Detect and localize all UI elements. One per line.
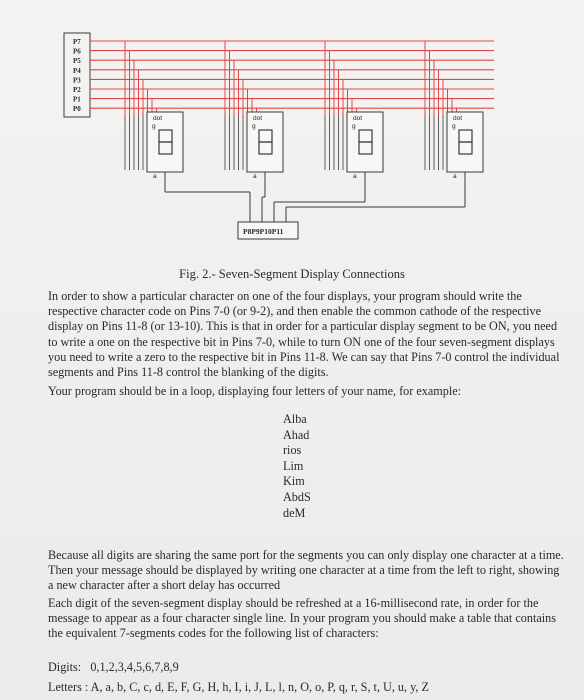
- display-dot-label: dot: [253, 115, 263, 122]
- list-item: AbdS: [283, 489, 311, 504]
- port-label: P1: [73, 95, 81, 104]
- segment-g-label: g: [352, 123, 356, 130]
- digits-list: Digits: 0,1,2,3,4,5,6,7,8,9: [48, 660, 179, 674]
- display-dot-label: dot: [453, 115, 463, 122]
- list-item: Lim: [283, 458, 304, 473]
- port-label: P3: [73, 76, 81, 85]
- paragraph-refresh-rate: Each digit of the seven-segment display should be refreshed at a 16-millisecond rate, in order for the message to appear as a four character single line. In your program you should make a table that contains the equivalent 7-segments codes for the following list of characters:: [48, 596, 556, 641]
- list-item: Kim: [283, 474, 305, 489]
- segment-a-label: a: [153, 173, 157, 180]
- port-label: P7: [73, 38, 81, 46]
- letters-list: Letters : A, a, b, C, c, d, E, F, G, H, h, I, i, J, L, l, n, O, o, P, q, r, S, t, U, u, y, Z: [48, 680, 429, 694]
- list-item: deM: [283, 505, 306, 520]
- list-item: Alba: [283, 412, 307, 426]
- segment-a-label: a: [453, 173, 457, 180]
- port-label: P5: [73, 57, 81, 66]
- port-label: P0: [73, 105, 81, 114]
- segment-g-label: g: [152, 123, 156, 130]
- display-dot-label: dot: [153, 115, 163, 122]
- segment-g-label: g: [452, 123, 456, 130]
- port-label: P6: [73, 47, 81, 56]
- segment-a-label: a: [253, 173, 257, 180]
- segment-g-label: g: [252, 123, 256, 130]
- list-item: Ahad: [283, 427, 310, 442]
- paragraph-loop-instruction: Your program should be in a loop, displaying four letters of your name, for example:: [48, 384, 462, 398]
- display-dot-label: dot: [353, 115, 363, 122]
- port-label: P2: [73, 86, 81, 94]
- paragraph-shared-port: Because all digits are sharing the same port for the segments you can only display one character at a time. Then your message should be displayed by writing one character at a time from the left to right, showing a new character after a short delay has occurred: [48, 548, 564, 593]
- paragraph-pin-description: In order to show a particular character on one of the four displays, your program should write the respective character code on Pins 7-0 (or 9-2), and then enable the common cathode of the respective display on Pins 11-8 (or 13-10). This is that in order for a particular display segment to be ON, you need to write a one on the respective bit in Pins 7-0, while to turn ON one of the four seven-segment displays you need to write a zero to the respective bit in Pins 11-8. We can say that Pins 7-0 control the individual segments and Pins 11-8 control the blanking of the digits.: [48, 289, 560, 380]
- list-item: rios: [283, 443, 302, 458]
- figure-caption: Fig. 2.- Seven-Segment Display Connections: [179, 267, 405, 281]
- connector-label: P8P9P10P11: [243, 227, 284, 236]
- example-names-list: [283, 412, 311, 521]
- segment-a-label: a: [353, 173, 357, 180]
- seven-segment-connection-diagram: [0, 0, 584, 262]
- port-label: P4: [73, 66, 81, 75]
